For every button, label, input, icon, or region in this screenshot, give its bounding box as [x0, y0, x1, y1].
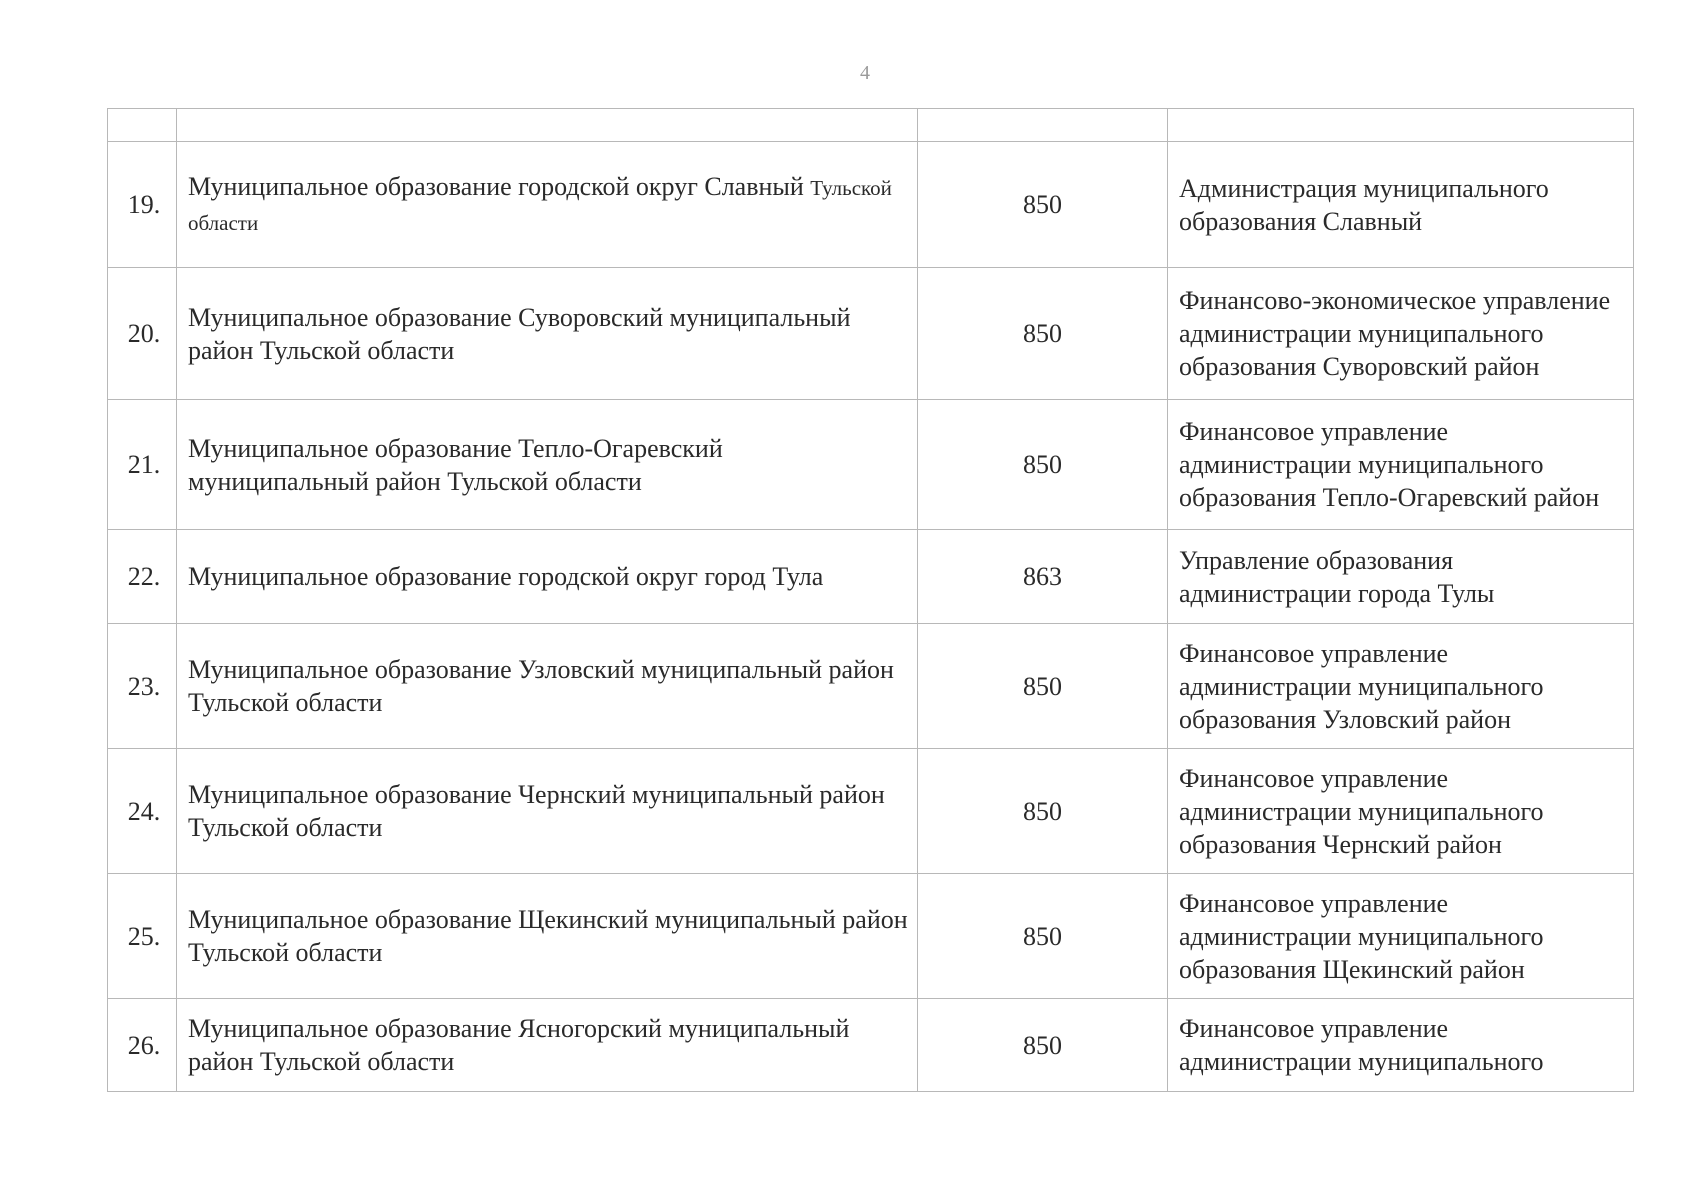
municipality-name-tail: Тульской области — [188, 175, 892, 235]
row-number: 25. — [108, 874, 177, 999]
budget-code: 850 — [918, 624, 1168, 749]
municipality-name: Муниципальное образование Узловский муниципальный район Тульской области — [177, 624, 918, 749]
organization-name: Управление образования администрации города Тулы — [1168, 530, 1634, 624]
municipality-name: Муниципальное образование городской округ город Тула — [177, 530, 918, 624]
table-row — [108, 400, 1634, 530]
row-number: 20. — [108, 268, 177, 400]
header-cell-code — [918, 109, 1168, 142]
row-number: 23. — [108, 624, 177, 749]
row-number: 24. — [108, 749, 177, 874]
municipality-name-main: Муниципальное образование городской округ Славный — [188, 171, 804, 201]
organization-name: Администрация муниципального образования Славный — [1168, 142, 1634, 268]
table-row — [108, 142, 1634, 268]
municipality-name: Муниципальное образование Тепло-Огаревский муниципальный район Тульской области — [177, 400, 918, 530]
table-row — [108, 874, 1634, 999]
table-row — [108, 749, 1634, 874]
municipalities-table — [107, 108, 1634, 1092]
page-number: 4 — [860, 62, 870, 84]
table-row — [108, 624, 1634, 749]
row-number: 19. — [108, 142, 177, 268]
organization-name: Финансовое управление администрации муниципального образования Щекинский район — [1168, 874, 1634, 999]
header-cell-org — [1168, 109, 1634, 142]
municipality-name — [177, 142, 918, 268]
row-number: 26. — [108, 999, 177, 1092]
organization-name: Финансовое управление администрации муниципального образования Узловский район — [1168, 624, 1634, 749]
budget-code: 863 — [918, 530, 1168, 624]
budget-code: 850 — [918, 142, 1168, 268]
municipality-name: Муниципальное образование Щекинский муниципальный район Тульской области — [177, 874, 918, 999]
organization-name: Финансовое управление администрации муниципального — [1168, 999, 1634, 1092]
row-number: 21. — [108, 400, 177, 530]
header-cell-num — [108, 109, 177, 142]
budget-code: 850 — [918, 999, 1168, 1092]
budget-code: 850 — [918, 268, 1168, 400]
municipality-name: Муниципальное образование Ясногорский муниципальный район Тульской области — [177, 999, 918, 1092]
table-row — [108, 999, 1634, 1092]
budget-code: 850 — [918, 749, 1168, 874]
table-row — [108, 268, 1634, 400]
municipality-name: Муниципальное образование Чернский муниципальный район Тульской области — [177, 749, 918, 874]
municipality-name: Муниципальное образование Суворовский муниципальный район Тульской области — [177, 268, 918, 400]
organization-name: Финансовое управление администрации муниципального образования Тепло-Огаревский район — [1168, 400, 1634, 530]
budget-code: 850 — [918, 400, 1168, 530]
organization-name: Финансовое управление администрации муниципального образования Чернский район — [1168, 749, 1634, 874]
table-row — [108, 530, 1634, 624]
budget-code: 850 — [918, 874, 1168, 999]
organization-name: Финансово-экономическое управление администрации муниципального образования Суворовский район — [1168, 268, 1634, 400]
table-header-row — [108, 109, 1634, 142]
header-cell-name — [177, 109, 918, 142]
row-number: 22. — [108, 530, 177, 624]
